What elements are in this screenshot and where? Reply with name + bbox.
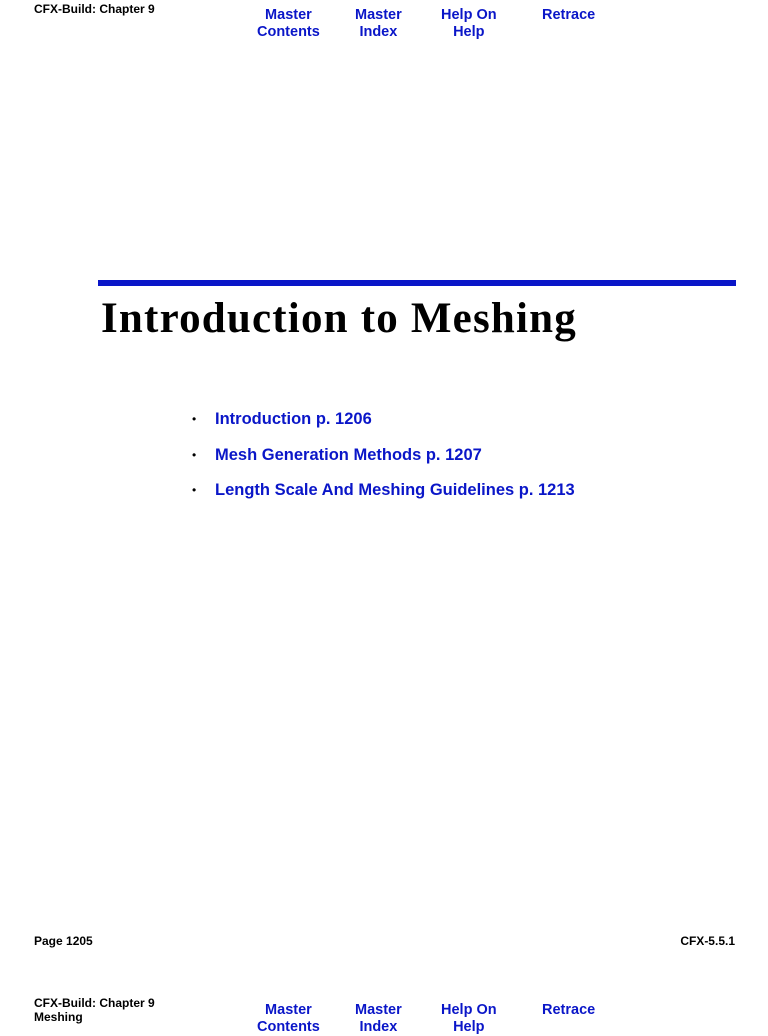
- next-retrace-label: Retrace: [542, 1002, 596, 1018]
- next-help-on-help-label-line1: Help On: [441, 1002, 497, 1018]
- page-number: Page 1205: [34, 934, 93, 948]
- next-master-index-link[interactable]: [355, 1002, 402, 1036]
- chapter-label: CFX-Build: Chapter 9: [34, 2, 155, 16]
- next-master-index-label-line1: Master: [355, 1002, 402, 1018]
- toc-link-mesh-generation-methods[interactable]: Mesh Generation Methods p. 1207: [215, 445, 482, 464]
- bullet-icon: •: [192, 412, 197, 426]
- toc-item: [190, 408, 575, 444]
- toc-link-introduction[interactable]: Introduction p. 1206: [215, 410, 372, 428]
- next-master-contents-label-line2: Contents: [257, 1019, 320, 1035]
- help-on-help-label-line2: Help: [453, 24, 485, 40]
- help-on-help-label-line1: Help On: [441, 7, 497, 23]
- title-rule: [98, 280, 736, 286]
- master-contents-label-line1: Master: [265, 7, 312, 23]
- next-help-on-help-label-line2: Help: [453, 1019, 485, 1035]
- master-contents-label-line2: Contents: [257, 24, 320, 40]
- retrace-link[interactable]: [542, 7, 595, 24]
- next-master-contents-label-line1: Master: [265, 1002, 312, 1018]
- help-on-help-link[interactable]: [441, 7, 497, 41]
- next-help-on-help-link[interactable]: [441, 1002, 497, 1036]
- toc-item: [190, 444, 575, 480]
- product-version: CFX-5.5.1: [680, 934, 735, 948]
- toc-list: [190, 408, 575, 515]
- master-index-label-line1: Master: [355, 7, 402, 23]
- master-contents-link[interactable]: [257, 7, 320, 41]
- master-index-label-line2: Index: [359, 24, 398, 40]
- bullet-icon: •: [192, 447, 197, 462]
- next-chapter-line2: Meshing: [34, 1010, 83, 1024]
- next-retrace-link[interactable]: [542, 1002, 595, 1019]
- master-index-link[interactable]: [355, 7, 402, 41]
- next-chapter-label: [34, 996, 155, 1024]
- next-master-index-label-line2: Index: [359, 1019, 398, 1035]
- page-title: Introduction to Meshing: [101, 295, 577, 342]
- bullet-icon: •: [192, 483, 197, 497]
- toc-item: [190, 479, 575, 515]
- toc-link-length-scale-guidelines[interactable]: Length Scale And Meshing Guidelines p. 1213: [215, 481, 575, 499]
- retrace-label: Retrace: [542, 7, 596, 23]
- next-master-contents-link[interactable]: [257, 1002, 320, 1036]
- next-chapter-line1: CFX-Build: Chapter 9: [34, 996, 155, 1010]
